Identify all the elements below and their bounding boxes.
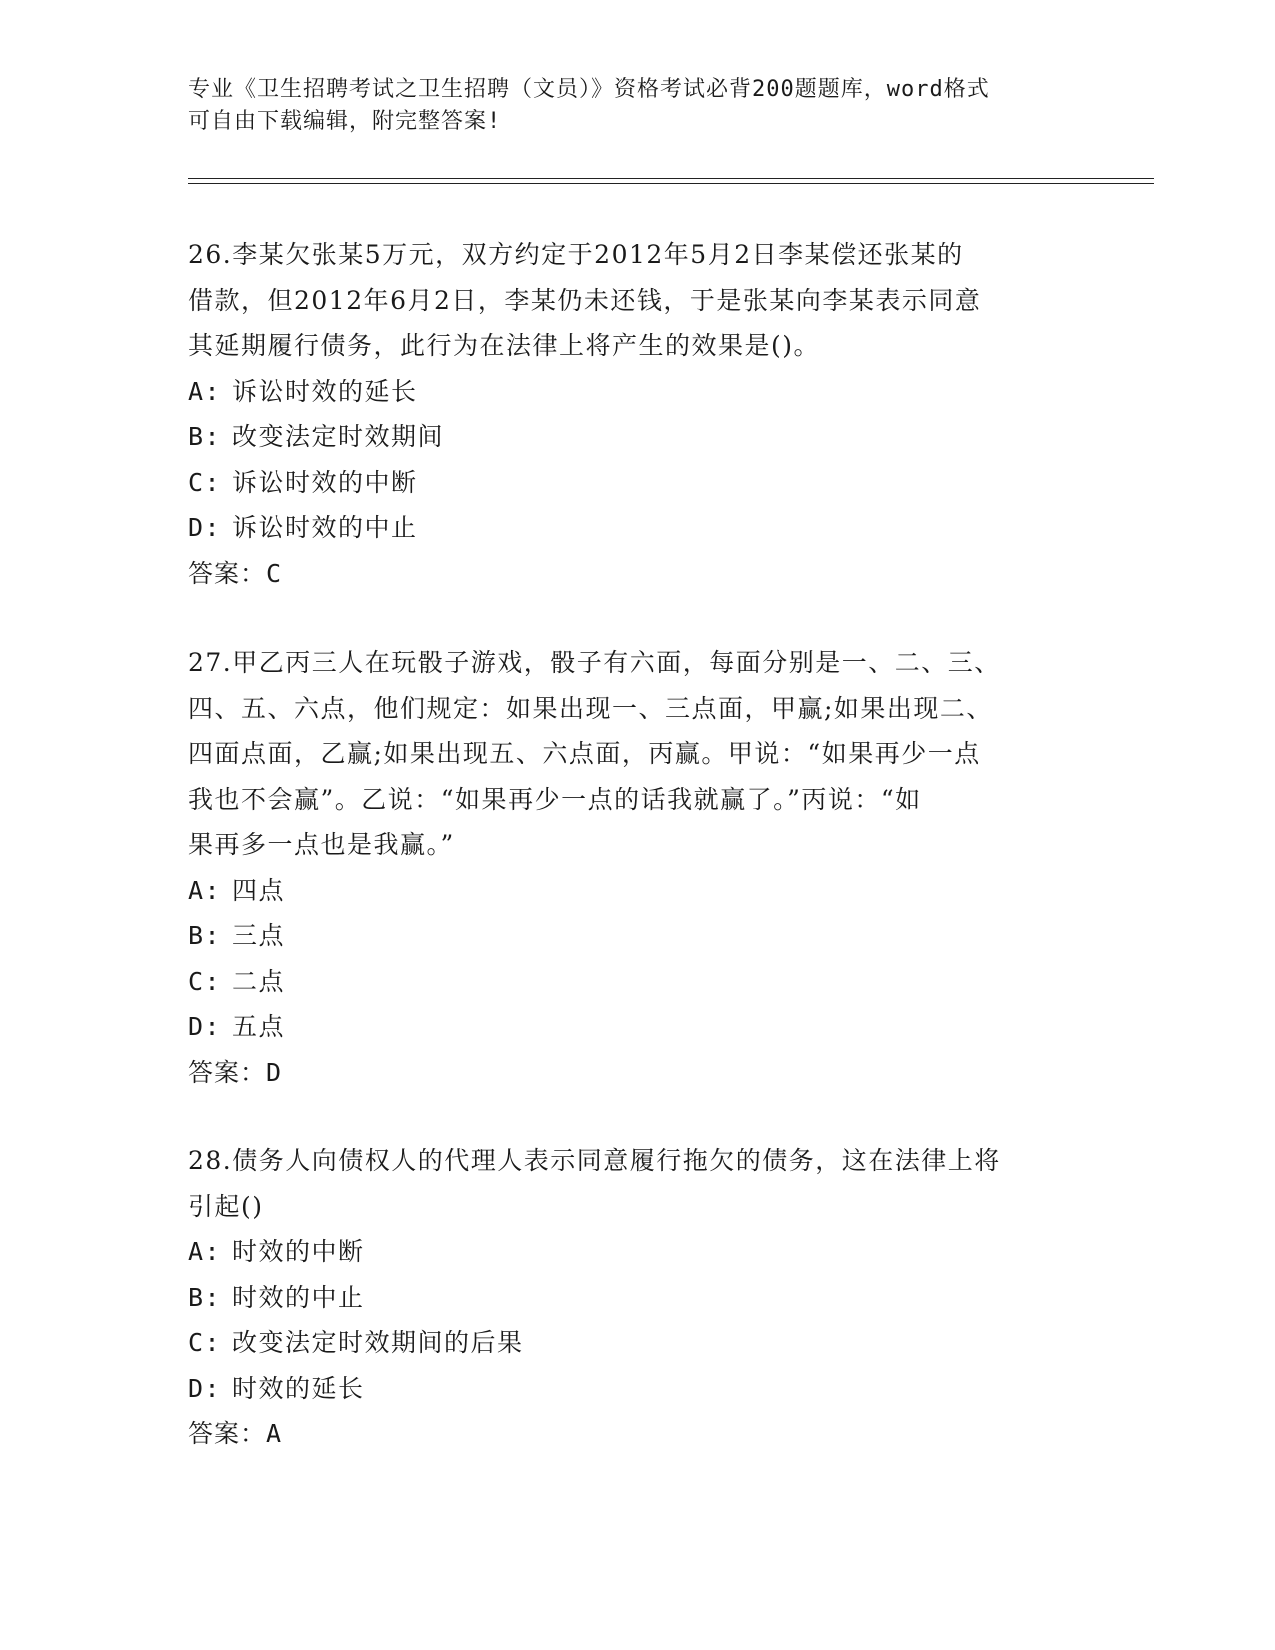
- option-b: [188, 1275, 1078, 1321]
- option-text: 改变法定时效期间的后果: [232, 1328, 524, 1357]
- question-text-line: 四面点面，乙赢;如果出现五、六点面，丙赢。甲说：“如果再少一点: [188, 739, 981, 768]
- question-text-line: 果再多一点也是我赢。”: [188, 830, 455, 859]
- option-letter: A:: [188, 376, 222, 406]
- option-d: [188, 1004, 1078, 1050]
- option-a: [188, 369, 1078, 415]
- question-text-line: 四、五、六点，他们规定：如果出现一、三点面，甲赢;如果出现二、: [188, 693, 993, 723]
- option-letter: C:: [188, 1328, 222, 1357]
- option-d: [188, 1366, 1078, 1412]
- question-27: [188, 640, 1078, 1095]
- option-a: [188, 1229, 1078, 1275]
- answer-line: [188, 551, 1078, 597]
- answer-label: 答案：: [188, 1419, 267, 1448]
- option-b: [188, 414, 1078, 460]
- option-text: 时效的中止: [232, 1282, 365, 1312]
- header-divider-top: [188, 178, 1154, 179]
- option-b: [188, 913, 1078, 959]
- header-line-2: 可自由下载编辑，附完整答案!: [188, 109, 502, 134]
- question-text-line: 引起(): [188, 1191, 264, 1221]
- question-text-line: 我也不会赢”。乙说：“如果再少一点的话我就赢了。”丙说：“如: [188, 784, 922, 814]
- answer-label: 答案：: [188, 558, 267, 588]
- answer-line: [188, 1411, 1078, 1457]
- question-text-line: 26.李某欠张某5万元，双方约定于2012年5月2日李某偿还张某的: [188, 240, 964, 269]
- option-c: [188, 460, 1078, 506]
- answer-line: [188, 1050, 1078, 1096]
- option-text: 二点: [232, 966, 286, 996]
- option-letter: D:: [188, 1012, 222, 1041]
- option-letter: D:: [188, 1373, 222, 1403]
- option-d: [188, 505, 1078, 551]
- option-letter: D:: [188, 513, 222, 542]
- question-text-line: 借款，但2012年6月2日，李某仍未还钱，于是张某向李某表示同意: [188, 285, 982, 315]
- option-a: [188, 868, 1078, 914]
- option-text: 时效的中断: [232, 1237, 365, 1266]
- option-text: 诉讼时效的中止: [232, 513, 418, 542]
- option-letter: B:: [188, 1282, 222, 1312]
- question-26: [188, 232, 1078, 596]
- question-text-line: 28.债务人向债权人的代理人表示同意履行拖欠的债务，这在法律上将: [188, 1146, 1001, 1175]
- answer-label: 答案：: [188, 1057, 267, 1087]
- option-text: 诉讼时效的延长: [232, 376, 418, 406]
- question-text-line: 27.甲乙丙三人在玩骰子游戏，骰子有六面，每面分别是一、二、三、: [188, 648, 1001, 677]
- option-letter: A:: [188, 1237, 222, 1266]
- option-c: [188, 1320, 1078, 1366]
- answer-value: C: [266, 558, 283, 588]
- option-text: 改变法定时效期间: [232, 422, 445, 451]
- question-text-line: 其延期履行债务，此行为在法律上将产生的效果是()。: [188, 331, 821, 360]
- option-letter: B:: [188, 422, 222, 451]
- option-letter: B:: [188, 921, 222, 950]
- option-letter: C:: [188, 467, 222, 497]
- header-divider-bottom: [188, 183, 1154, 184]
- answer-value: A: [266, 1419, 283, 1448]
- answer-value: D: [266, 1057, 283, 1087]
- option-c: [188, 959, 1078, 1005]
- option-letter: C:: [188, 966, 222, 996]
- question-28: [188, 1138, 1078, 1457]
- option-letter: A:: [188, 875, 222, 905]
- option-text: 时效的延长: [232, 1373, 365, 1403]
- header-line-1: 专业《卫生招聘考试之卫生招聘（文员）》资格考试必背200题题库，word格式: [188, 77, 990, 102]
- option-text: 四点: [232, 875, 286, 905]
- option-text: 三点: [232, 921, 286, 950]
- option-text: 五点: [232, 1012, 286, 1041]
- document-header: [188, 74, 1088, 138]
- option-text: 诉讼时效的中断: [232, 467, 418, 497]
